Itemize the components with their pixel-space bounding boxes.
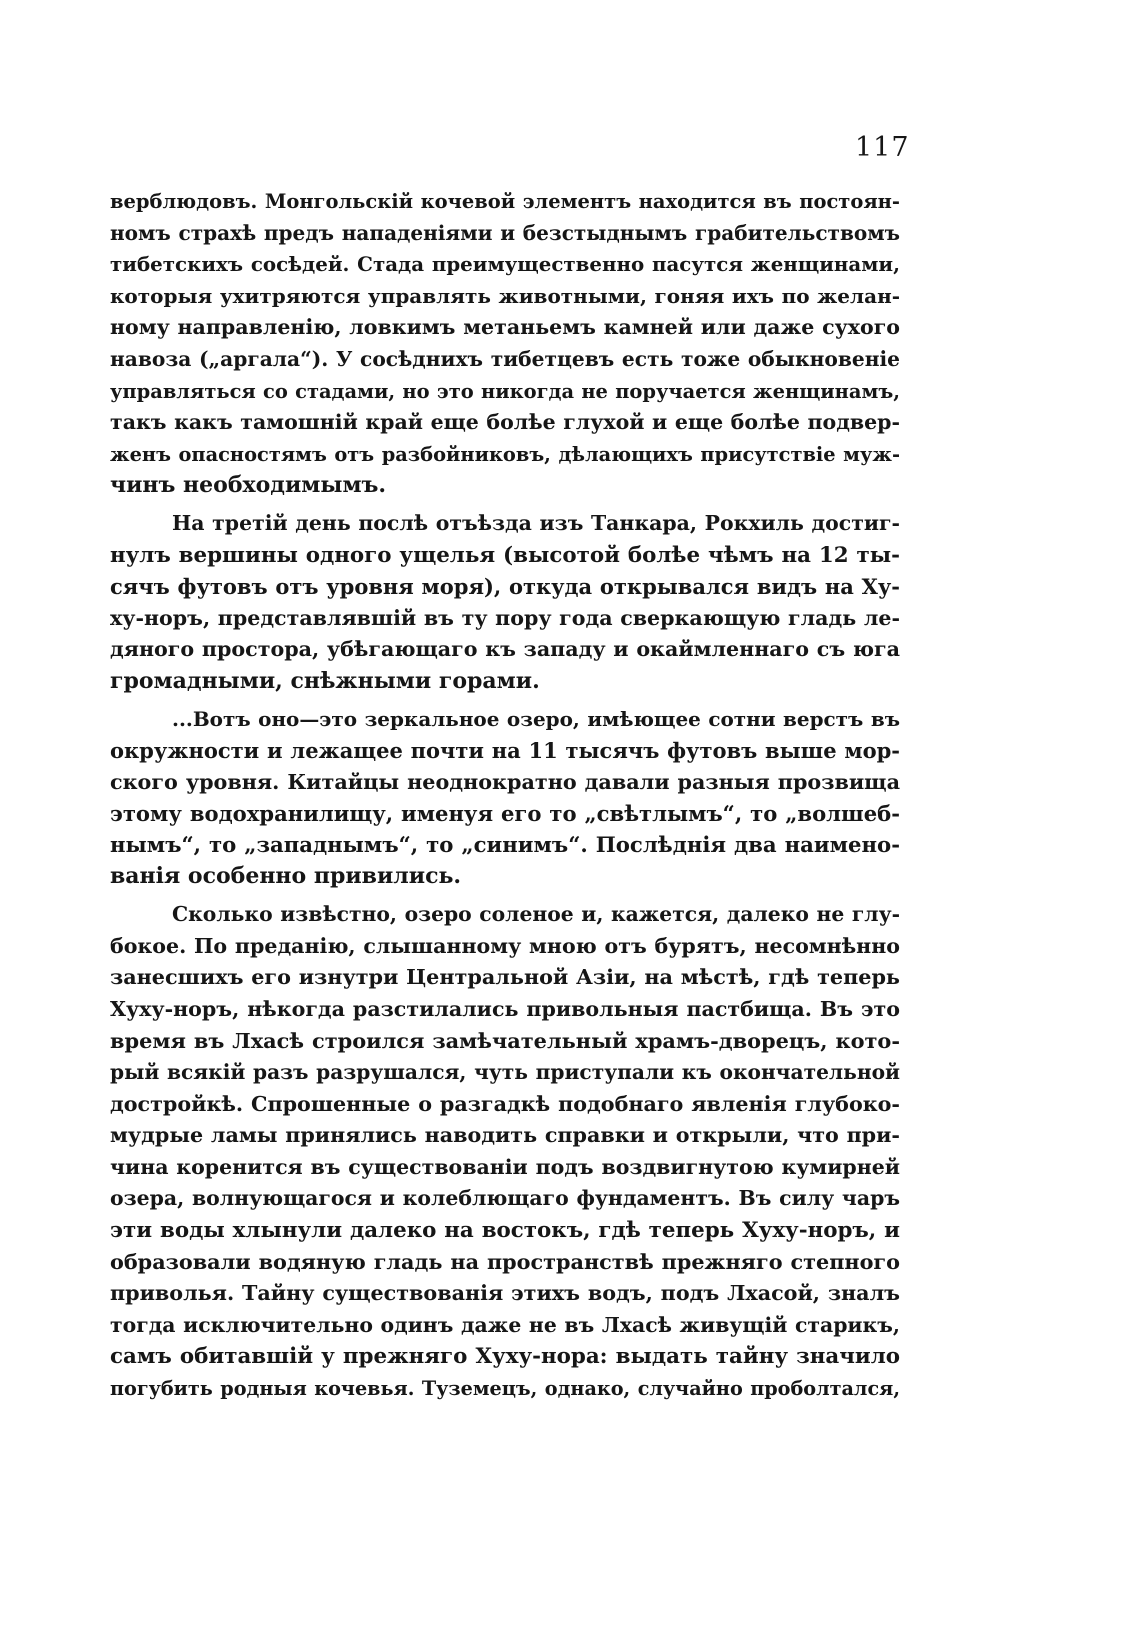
body-text bbox=[110, 186, 900, 1405]
paragraph bbox=[110, 186, 900, 502]
text-line: тогда исключительно одинъ даже не въ Лхасѣ живущій старикъ, bbox=[110, 1312, 900, 1337]
text-line: навоза („аргала“). У сосѣднихъ тибетцевъ есть тоже обыкновеніе bbox=[110, 346, 900, 371]
text-line: бокое. По преданію, слышанному мною отъ бурятъ, несомнѣнно bbox=[110, 933, 900, 958]
text-line: окружности и лежащее почти на 11 тысячъ футовъ выше мор- bbox=[110, 738, 900, 764]
text-line: чина коренится въ существованіи подъ воздвигнутою кумирней bbox=[110, 1154, 900, 1179]
text-line: ского уровня. Китайцы неоднократно давали разныя прозвища bbox=[110, 769, 900, 794]
text-line: приволья. Тайну существованія этихъ водъ, подъ Лхасой, зналъ bbox=[110, 1281, 900, 1306]
text-line: самъ обитавшій у прежняго Хуху-нора: выдать тайну значило bbox=[110, 1344, 900, 1370]
text-line: Сколько извѣстно, озеро соленое и, кажется, далеко не глу- bbox=[172, 902, 900, 927]
paragraph bbox=[110, 704, 900, 894]
text-line: нулъ вершины одного ущелья (высотой болѣе чѣмъ на 12 ты- bbox=[110, 542, 900, 568]
paragraph bbox=[110, 508, 900, 698]
text-line: такъ какъ тамошній край еще болѣе глухой и еще болѣе подвер- bbox=[110, 410, 900, 435]
text-line: погубить родныя кочевья. Туземецъ, однако, случайно проболтался, bbox=[110, 1376, 900, 1400]
text-line: этому водохранилищу, именуя его то „свѣтлымъ“, то „волшеб- bbox=[110, 801, 900, 827]
text-line: ному направленію, ловкимъ метаньемъ камней или даже сухого bbox=[110, 315, 900, 340]
text-line: громадными, снѣжными горами. bbox=[110, 667, 540, 694]
text-line: верблюдовъ. Монгольскій кочевой элементъ находится въ постоян- bbox=[110, 190, 900, 213]
text-line: тибетскихъ сосѣдей. Стада преимущественно пасутся женщинами, bbox=[110, 252, 900, 277]
text-line: нымъ“, то „западнымъ“, то „синимъ“. Послѣднія два наимено- bbox=[110, 832, 900, 858]
paragraph bbox=[110, 899, 900, 1405]
text-line: дяного простора, убѣгающаго къ западу и окаймленнаго съ юга bbox=[110, 637, 900, 662]
text-line: чинъ необходимымъ. bbox=[110, 472, 387, 499]
text-line: номъ страхѣ предъ нападеніями и безстыднымъ грабительствомъ bbox=[110, 220, 900, 245]
text-line: женъ опасностямъ отъ разбойниковъ, дѣлающихъ присутствіе муж- bbox=[110, 442, 900, 466]
text-line: озера, волнующагося и колеблющаго фундаментъ. Въ силу чаръ bbox=[110, 1186, 900, 1211]
text-line: На третій день послѣ отъѣзда изъ Танкара, Рокхиль достиг- bbox=[172, 510, 900, 535]
text-line: эти воды хлынули далеко на востокъ, гдѣ теперь Хуху-норъ, и bbox=[110, 1218, 900, 1243]
text-line: ванія особенно привились. bbox=[110, 863, 462, 890]
page-number: 117 bbox=[855, 132, 910, 163]
text-line: ху-норъ, представлявшій въ ту пору года сверкающую гладь ле- bbox=[110, 605, 900, 630]
text-line: которыя ухитряются управлять животными, гоняя ихъ по желан- bbox=[110, 283, 900, 308]
text-line: образовали водяную гладь на пространствѣ прежняго степного bbox=[110, 1249, 900, 1274]
text-line: Хуху-норъ, нѣкогда разстилались привольныя пастбища. Въ это bbox=[110, 996, 900, 1021]
text-line: занесшихъ его изнутри Центральной Азіи, на мѣстѣ, гдѣ теперь bbox=[110, 965, 900, 990]
text-line: мудрые ламы принялись наводить справки и открыли, что при- bbox=[110, 1123, 900, 1148]
text-line: достройкѣ. Спрошенные о разгадкѣ подобнаго явленія глубоко- bbox=[110, 1091, 900, 1116]
text-line: рый всякій разъ разрушался, чуть приступали къ окончательной bbox=[110, 1060, 900, 1085]
text-line: время въ Лхасѣ строился замѣчательный храмъ-дворецъ, кото- bbox=[110, 1028, 900, 1054]
text-line: ...Вотъ оно—это зеркальное озеро, имѣющее сотни верстъ въ bbox=[172, 706, 900, 731]
text-line: управляться со стадами, но это никогда не поручается женщинамъ, bbox=[110, 379, 900, 403]
text-line: сячъ футовъ отъ уровня моря), откуда открывался видъ на Ху- bbox=[110, 574, 900, 600]
